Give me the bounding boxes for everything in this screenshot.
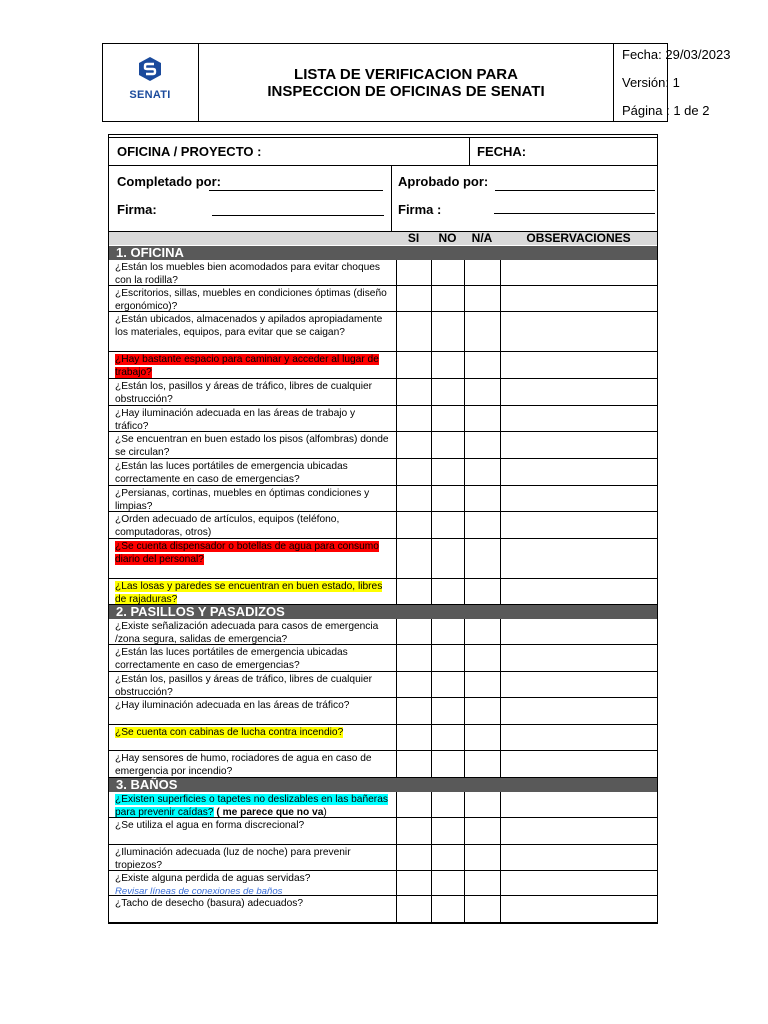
no-checkbox-cell[interactable] bbox=[431, 579, 464, 605]
observaciones-cell[interactable] bbox=[500, 619, 657, 645]
no-checkbox-cell[interactable] bbox=[431, 352, 464, 379]
si-checkbox-cell[interactable] bbox=[396, 486, 431, 512]
si-checkbox-cell[interactable] bbox=[396, 845, 431, 871]
observaciones-cell[interactable] bbox=[500, 260, 657, 286]
question-label: ¿Se encuentran en buen estado los pisos (alfombras) donde se circulan? bbox=[115, 434, 389, 458]
question-text bbox=[115, 540, 391, 566]
checklist-item bbox=[109, 672, 657, 698]
checklist-form bbox=[108, 134, 658, 924]
observaciones-cell[interactable] bbox=[500, 725, 657, 751]
col-na: N/A bbox=[471, 231, 493, 245]
na-checkbox-cell[interactable] bbox=[464, 312, 500, 352]
title-line-2: INSPECCION DE OFICINAS DE SENATI bbox=[267, 82, 545, 100]
question-label: ¿Existe señalización adecuada para casos de emergencia /zona segura, salidas de emergencia? bbox=[115, 621, 379, 645]
question-label: ¿Iluminación adecuada (luz de noche) para prevenir tropiezos? bbox=[115, 847, 351, 871]
form-header-block bbox=[109, 135, 657, 233]
si-checkbox-cell[interactable] bbox=[396, 379, 431, 406]
na-checkbox-cell[interactable] bbox=[464, 672, 500, 698]
section-header: 3. BAÑOS bbox=[109, 778, 657, 792]
na-checkbox-cell[interactable] bbox=[464, 432, 500, 459]
checklist-item bbox=[109, 792, 657, 818]
observaciones-cell[interactable] bbox=[500, 512, 657, 539]
observaciones-cell[interactable] bbox=[500, 579, 657, 605]
question-text bbox=[115, 380, 391, 406]
question-label: ¿Están ubicados, almacenados y apilados apropiadamente los materiales, equipos, para evitar que se caigan? bbox=[115, 314, 383, 338]
na-checkbox-cell[interactable] bbox=[464, 459, 500, 486]
completado-input-line[interactable] bbox=[209, 190, 383, 191]
question-text bbox=[115, 793, 391, 819]
checklist-item bbox=[109, 459, 657, 486]
question-label: ¿Se cuenta con cabinas de lucha contra incendio? bbox=[115, 727, 344, 738]
si-checkbox-cell[interactable] bbox=[396, 725, 431, 751]
question-label: ¿Hay bastante espacio para caminar y acceder al lugar de trabajo? bbox=[115, 354, 379, 378]
question-text bbox=[115, 699, 391, 712]
question-text bbox=[115, 261, 391, 287]
question-text bbox=[115, 646, 391, 672]
no-checkbox-cell[interactable] bbox=[431, 871, 464, 896]
firma-right-label: Firma : bbox=[398, 202, 442, 217]
aprobado-input-line[interactable] bbox=[495, 190, 655, 191]
question-text bbox=[115, 897, 391, 910]
na-checkbox-cell[interactable] bbox=[464, 406, 500, 432]
no-checkbox-cell[interactable] bbox=[431, 432, 464, 459]
question-label: ¿Hay iluminación adecuada en las áreas de trabajo y tráfico? bbox=[115, 408, 356, 432]
no-checkbox-cell[interactable] bbox=[431, 698, 464, 725]
si-checkbox-cell[interactable] bbox=[396, 619, 431, 645]
question-text bbox=[115, 487, 391, 513]
firma-left-input-line[interactable] bbox=[212, 215, 384, 216]
na-checkbox-cell[interactable] bbox=[464, 512, 500, 539]
checklist-item bbox=[109, 619, 657, 645]
fecha-label: FECHA: bbox=[477, 144, 527, 159]
no-checkbox-cell[interactable] bbox=[431, 406, 464, 432]
si-checkbox-cell[interactable] bbox=[396, 459, 431, 486]
no-checkbox-cell[interactable] bbox=[431, 459, 464, 486]
checklist-item bbox=[109, 286, 657, 312]
observaciones-cell[interactable] bbox=[500, 406, 657, 432]
checklist-item bbox=[109, 352, 657, 379]
no-checkbox-cell[interactable] bbox=[431, 512, 464, 539]
logo-text: SENATI bbox=[129, 89, 171, 101]
section-header: 1. OFICINA bbox=[109, 246, 657, 260]
observaciones-cell[interactable] bbox=[500, 539, 657, 579]
section-header: 2. PASILLOS Y PASADIZOS bbox=[109, 605, 657, 619]
na-checkbox-cell[interactable] bbox=[464, 486, 500, 512]
observaciones-cell[interactable] bbox=[500, 792, 657, 818]
question-text bbox=[115, 513, 391, 539]
oficina-label: OFICINA / PROYECTO : bbox=[117, 144, 262, 159]
question-label: ¿Orden adecuado de artículos, equipos (teléfono, computadoras, otros) bbox=[115, 514, 340, 538]
question-text bbox=[115, 407, 391, 433]
checklist-item bbox=[109, 645, 657, 672]
checklist-item bbox=[109, 751, 657, 778]
version-text: Versión: 1 bbox=[622, 75, 680, 90]
firma-right-input-line[interactable] bbox=[494, 213, 655, 214]
senati-logo-icon bbox=[137, 56, 163, 82]
question-text bbox=[115, 433, 391, 459]
question-text bbox=[115, 353, 391, 379]
si-checkbox-cell[interactable] bbox=[396, 751, 431, 778]
divider-fecha bbox=[469, 137, 470, 165]
na-checkbox-cell[interactable] bbox=[464, 845, 500, 871]
observaciones-cell[interactable] bbox=[500, 312, 657, 352]
question-label: ¿Existen superficies o tapetes no deslizables en las bañeras para prevenir caídas? bbox=[115, 794, 388, 818]
row-divider bbox=[109, 922, 657, 923]
question-label: ¿Hay iluminación adecuada en las áreas de tráfico? bbox=[115, 700, 350, 711]
checklist-item bbox=[109, 579, 657, 605]
checklist-item bbox=[109, 725, 657, 751]
si-checkbox-cell[interactable] bbox=[396, 818, 431, 845]
document-title bbox=[199, 44, 614, 121]
question-label: ¿Hay sensores de humo, rociadores de agua en caso de emergencia por incendio? bbox=[115, 753, 372, 777]
question-text bbox=[115, 313, 391, 339]
question-label: ¿Persianas, cortinas, muebles en óptimas condiciones y limpias? bbox=[115, 488, 370, 512]
question-label: ¿Escritorios, sillas, muebles en condiciones óptimas (diseño ergonómico)? bbox=[115, 288, 387, 312]
observaciones-cell[interactable] bbox=[500, 286, 657, 312]
question-text bbox=[115, 726, 391, 739]
observaciones-cell[interactable] bbox=[500, 379, 657, 406]
reviewer-note: Revisar líneas de conexiones de baños bbox=[115, 886, 283, 897]
question-text bbox=[115, 620, 391, 646]
checklist-item bbox=[109, 260, 657, 286]
na-checkbox-cell[interactable] bbox=[464, 579, 500, 605]
observaciones-cell[interactable] bbox=[500, 459, 657, 486]
checklist-item bbox=[109, 312, 657, 352]
divider-aprobado bbox=[391, 165, 392, 231]
si-checkbox-cell[interactable] bbox=[396, 352, 431, 379]
checklist-item bbox=[109, 871, 657, 896]
observaciones-cell[interactable] bbox=[500, 818, 657, 845]
question-label: ¿Están los, pasillos y áreas de tráfico, libres de cualquier obstrucción? bbox=[115, 381, 373, 405]
no-checkbox-cell[interactable] bbox=[431, 486, 464, 512]
observaciones-cell[interactable] bbox=[500, 645, 657, 672]
na-checkbox-cell[interactable] bbox=[464, 818, 500, 845]
checklist-item bbox=[109, 486, 657, 512]
no-checkbox-cell[interactable] bbox=[431, 286, 464, 312]
top-double-line bbox=[109, 137, 657, 138]
no-checkbox-cell[interactable] bbox=[431, 260, 464, 286]
question-comment-end: ) bbox=[323, 807, 327, 818]
observaciones-cell[interactable] bbox=[500, 352, 657, 379]
observaciones-cell[interactable] bbox=[500, 845, 657, 871]
na-checkbox-cell[interactable] bbox=[464, 792, 500, 818]
na-checkbox-cell[interactable] bbox=[464, 260, 500, 286]
observaciones-cell[interactable] bbox=[500, 672, 657, 698]
question-label: ¿Se cuenta dispensador o botellas de agua para consumo diario del personal? bbox=[115, 541, 379, 565]
question-label: ¿Tacho de desecho (basura) adecuados? bbox=[115, 898, 304, 909]
checklist-item bbox=[109, 432, 657, 459]
na-checkbox-cell[interactable] bbox=[464, 352, 500, 379]
na-checkbox-cell[interactable] bbox=[464, 751, 500, 778]
question-label: ¿Están los, pasillos y áreas de tráfico, libres de cualquier obstrucción? bbox=[115, 674, 373, 698]
si-checkbox-cell[interactable] bbox=[396, 698, 431, 725]
question-label: ¿Existe alguna perdida de aguas servidas? bbox=[115, 873, 311, 884]
si-checkbox-cell[interactable] bbox=[396, 645, 431, 672]
no-checkbox-cell[interactable] bbox=[431, 379, 464, 406]
title-line-1: LISTA DE VERIFICACION PARA bbox=[294, 65, 518, 83]
si-checkbox-cell[interactable] bbox=[396, 896, 431, 923]
si-checkbox-cell[interactable] bbox=[396, 286, 431, 312]
si-checkbox-cell[interactable] bbox=[396, 871, 431, 896]
checklist-item bbox=[109, 818, 657, 845]
si-checkbox-cell[interactable] bbox=[396, 260, 431, 286]
checklist-item bbox=[109, 539, 657, 579]
checklist-item bbox=[109, 896, 657, 923]
question-text bbox=[115, 752, 391, 778]
si-checkbox-cell[interactable] bbox=[396, 579, 431, 605]
observaciones-cell[interactable] bbox=[500, 896, 657, 923]
aprobado-label: Aprobado por: bbox=[398, 174, 489, 189]
pagina-text: Página : 1 de 2 bbox=[622, 103, 710, 118]
no-checkbox-cell[interactable] bbox=[431, 672, 464, 698]
question-label: ¿Están los muebles bien acomodados para evitar choques con la rodilla? bbox=[115, 262, 381, 286]
na-checkbox-cell[interactable] bbox=[464, 698, 500, 725]
question-text bbox=[115, 287, 391, 313]
checklist-item bbox=[109, 406, 657, 432]
na-checkbox-cell[interactable] bbox=[464, 286, 500, 312]
no-checkbox-cell[interactable] bbox=[431, 619, 464, 645]
si-checkbox-cell[interactable] bbox=[396, 512, 431, 539]
observaciones-cell[interactable] bbox=[500, 698, 657, 725]
no-checkbox-cell[interactable] bbox=[431, 896, 464, 923]
question-text bbox=[115, 460, 391, 486]
no-checkbox-cell[interactable] bbox=[431, 792, 464, 818]
na-checkbox-cell[interactable] bbox=[464, 645, 500, 672]
observaciones-cell[interactable] bbox=[500, 751, 657, 778]
question-text bbox=[115, 580, 391, 606]
na-checkbox-cell[interactable] bbox=[464, 619, 500, 645]
si-checkbox-cell[interactable] bbox=[396, 312, 431, 352]
document-header bbox=[102, 43, 731, 122]
no-checkbox-cell[interactable] bbox=[431, 725, 464, 751]
observaciones-cell[interactable] bbox=[500, 486, 657, 512]
checklist-item bbox=[109, 512, 657, 539]
no-checkbox-cell[interactable] bbox=[431, 645, 464, 672]
col-observaciones: OBSERVACIONES bbox=[526, 231, 631, 245]
divider-row1 bbox=[109, 165, 657, 166]
na-checkbox-cell[interactable] bbox=[464, 539, 500, 579]
question-text bbox=[115, 819, 391, 832]
na-checkbox-cell[interactable] bbox=[464, 871, 500, 896]
no-checkbox-cell[interactable] bbox=[431, 818, 464, 845]
na-checkbox-cell[interactable] bbox=[464, 379, 500, 406]
observaciones-cell[interactable] bbox=[500, 871, 657, 896]
question-label: ¿Están las luces portátiles de emergencia ubicadas correctamente en caso de emergencias? bbox=[115, 461, 348, 485]
logo-cell bbox=[103, 44, 199, 121]
col-no: NO bbox=[438, 231, 457, 245]
document-meta bbox=[614, 44, 731, 121]
fecha-text: Fecha: 29/03/2023 bbox=[622, 47, 731, 62]
checklist-item bbox=[109, 845, 657, 871]
col-si: SI bbox=[407, 231, 420, 245]
checklist-item bbox=[109, 698, 657, 725]
no-checkbox-cell[interactable] bbox=[431, 845, 464, 871]
no-checkbox-cell[interactable] bbox=[431, 312, 464, 352]
na-checkbox-cell[interactable] bbox=[464, 896, 500, 923]
question-label: ¿Están las luces portátiles de emergencia ubicadas correctamente en caso de emergencias? bbox=[115, 647, 348, 671]
question-text bbox=[115, 673, 391, 699]
observaciones-cell[interactable] bbox=[500, 432, 657, 459]
si-checkbox-cell[interactable] bbox=[396, 432, 431, 459]
firma-left-label: Firma: bbox=[117, 202, 157, 217]
question-label: ¿Las losas y paredes se encuentran en buen estado, libres de rajaduras? bbox=[115, 581, 383, 605]
no-checkbox-cell[interactable] bbox=[431, 539, 464, 579]
checklist-item bbox=[109, 379, 657, 406]
no-checkbox-cell[interactable] bbox=[431, 751, 464, 778]
question-comment: ( me parece que no va bbox=[213, 807, 324, 818]
si-checkbox-cell[interactable] bbox=[396, 539, 431, 579]
completado-label: Completado por: bbox=[117, 174, 221, 189]
si-checkbox-cell[interactable] bbox=[396, 672, 431, 698]
si-checkbox-cell[interactable] bbox=[396, 792, 431, 818]
si-checkbox-cell[interactable] bbox=[396, 406, 431, 432]
question-label: ¿Se utiliza el agua en forma discrecional? bbox=[115, 820, 305, 831]
na-checkbox-cell[interactable] bbox=[464, 725, 500, 751]
question-text bbox=[115, 846, 391, 872]
